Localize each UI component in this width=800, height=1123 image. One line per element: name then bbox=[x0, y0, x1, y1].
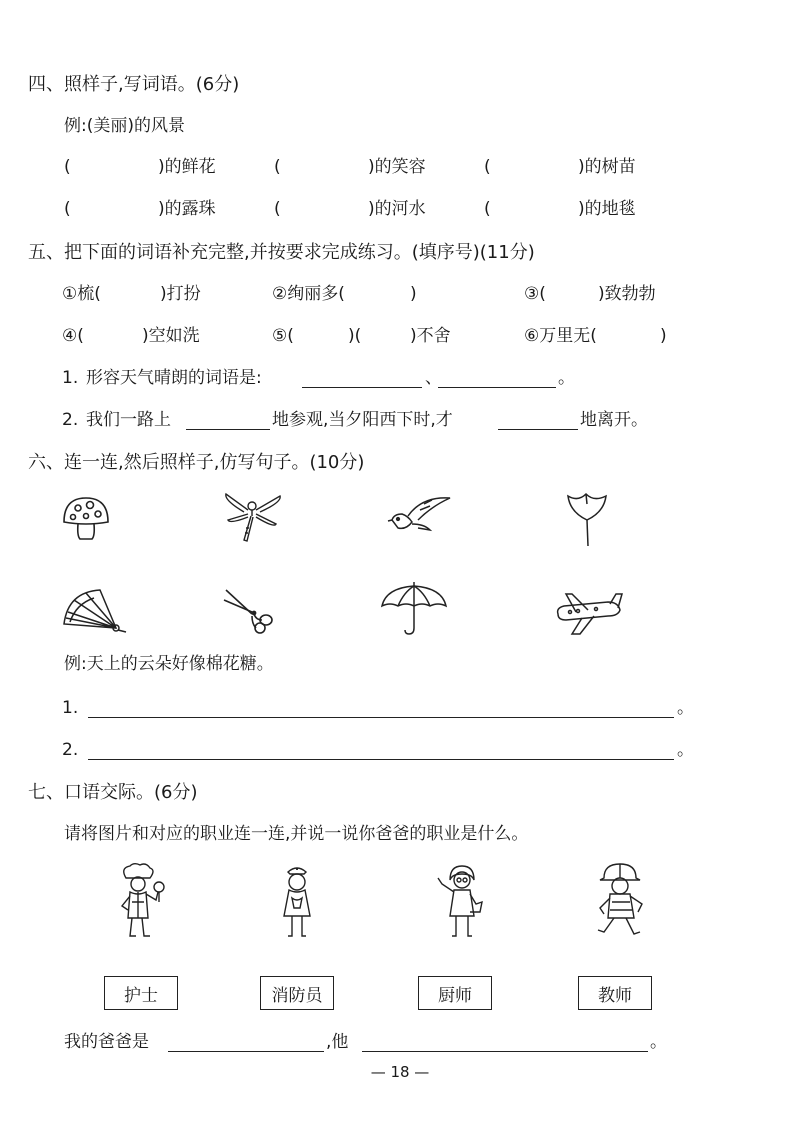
s6-q2-number: 2. bbox=[62, 740, 79, 760]
s5-q1-text: 形容天气晴朗的词语是: bbox=[86, 368, 262, 388]
section-4-heading: 四、照样子,写词语。(6分) bbox=[28, 74, 240, 95]
s4-row1-close-2: )的笑容 bbox=[368, 157, 426, 177]
section-4-example: 例:(美丽)的风景 bbox=[64, 116, 185, 136]
scissors-icon[interactable] bbox=[222, 586, 276, 634]
ginkgo-leaf-icon[interactable] bbox=[566, 490, 608, 548]
s5-word-4b: )空如洗 bbox=[142, 326, 200, 346]
page-number: — 18 — bbox=[370, 1063, 430, 1081]
s4-row1-close-1: )的鲜花 bbox=[158, 157, 216, 177]
s5-word-2b: ) bbox=[410, 284, 417, 304]
section-5-heading: 五、把下面的词语补充完整,并按要求完成练习。(填序号)(11分) bbox=[28, 242, 535, 263]
s4-row1-close-3: )的树苗 bbox=[578, 157, 636, 177]
s6-q2-answer-line[interactable] bbox=[88, 759, 674, 760]
s4-row1-open-1: ( bbox=[64, 157, 71, 177]
s5-word-3a: ③( bbox=[524, 284, 546, 304]
s5-q2-text-3: 地离开。 bbox=[580, 410, 648, 430]
s5-q1-blank-2[interactable] bbox=[438, 387, 556, 388]
s5-q2-text-2: 地参观,当夕阳西下时,才 bbox=[272, 410, 453, 430]
s5-word-1b: )打扮 bbox=[160, 284, 201, 304]
s5-q2-number: 2. bbox=[62, 410, 79, 430]
umbrella-icon[interactable] bbox=[378, 582, 450, 636]
s6-q1-number: 1. bbox=[62, 698, 79, 718]
s4-row1-open-2: ( bbox=[274, 157, 281, 177]
s5-word-4a: ④( bbox=[62, 326, 84, 346]
teacher-icon[interactable] bbox=[434, 862, 490, 940]
dragonfly-icon[interactable] bbox=[222, 490, 284, 544]
s5-q1-number: 1. bbox=[62, 368, 79, 388]
s5-word-2a: ②绚丽多( bbox=[272, 284, 345, 304]
s6-example: 例:天上的云朵好像棉花糖。 bbox=[64, 654, 274, 674]
s4-row2-open-2: ( bbox=[274, 199, 281, 219]
chef-icon[interactable] bbox=[112, 862, 168, 940]
s5-q1-end: 。 bbox=[558, 368, 575, 388]
job-box-firefighter[interactable]: 消防员 bbox=[260, 976, 334, 1010]
s7-answer-blank-2[interactable] bbox=[362, 1051, 648, 1052]
s5-word-6b: ) bbox=[660, 326, 667, 346]
s7-answer-text-1: 我的爸爸是 bbox=[64, 1032, 149, 1052]
s4-row2-close-2: )的河水 bbox=[368, 199, 426, 219]
s4-row2-open-3: ( bbox=[484, 199, 491, 219]
s5-word-6a: ⑥万里无( bbox=[524, 326, 597, 346]
mushroom-icon[interactable] bbox=[60, 494, 112, 542]
s5-word-1a: ①梳( bbox=[62, 284, 101, 304]
s6-q2-end: 。 bbox=[677, 740, 694, 760]
s7-answer-end: 。 bbox=[650, 1032, 667, 1052]
s5-q2-blank-1[interactable] bbox=[186, 429, 270, 430]
s7-answer-blank-1[interactable] bbox=[168, 1051, 324, 1052]
fan-icon[interactable] bbox=[60, 588, 130, 634]
s5-q2-text-1: 我们一路上 bbox=[86, 410, 171, 430]
s5-q1-separator: 、 bbox=[425, 368, 442, 388]
s5-q1-blank-1[interactable] bbox=[302, 387, 422, 388]
s4-row1-open-3: ( bbox=[484, 157, 491, 177]
nurse-icon[interactable] bbox=[272, 862, 322, 940]
s5-word-5a: ⑤( bbox=[272, 326, 294, 346]
job-box-nurse[interactable]: 护士 bbox=[104, 976, 178, 1010]
s7-answer-text-2: ,他 bbox=[326, 1032, 349, 1052]
s6-q1-end: 。 bbox=[677, 698, 694, 718]
section-6-heading: 六、连一连,然后照样子,仿写句子。(10分) bbox=[28, 452, 365, 473]
s7-instruction: 请将图片和对应的职业连一连,并说一说你爸爸的职业是什么。 bbox=[64, 824, 529, 844]
swallow-icon[interactable] bbox=[388, 494, 452, 540]
s4-row2-close-3: )的地毯 bbox=[578, 199, 636, 219]
s5-word-5b: )( bbox=[348, 326, 362, 346]
s4-row2-open-1: ( bbox=[64, 199, 71, 219]
firefighter-icon[interactable] bbox=[590, 860, 648, 942]
s5-word-3b: )致勃勃 bbox=[598, 284, 656, 304]
section-7-heading: 七、口语交际。(6分) bbox=[28, 782, 198, 803]
job-box-chef[interactable]: 厨师 bbox=[418, 976, 492, 1010]
s6-q1-answer-line[interactable] bbox=[88, 717, 674, 718]
s4-row2-close-1: )的露珠 bbox=[158, 199, 216, 219]
s5-word-5c: )不舍 bbox=[410, 326, 451, 346]
airplane-icon[interactable] bbox=[552, 590, 626, 636]
job-box-teacher[interactable]: 教师 bbox=[578, 976, 652, 1010]
s5-q2-blank-2[interactable] bbox=[498, 429, 578, 430]
